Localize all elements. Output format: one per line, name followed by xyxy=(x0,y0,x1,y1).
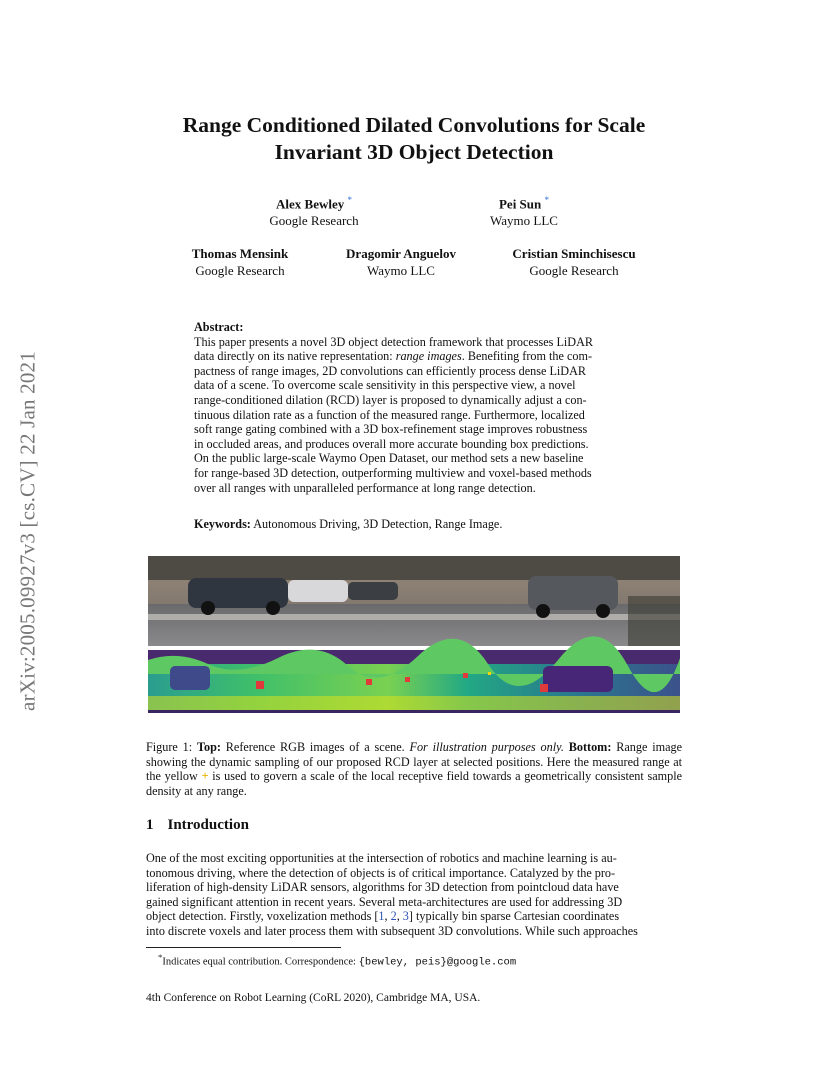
abstract-line: pactness of range images, 2D convolutions can efficiently process dense LiDAR xyxy=(194,363,587,378)
footnote-rule xyxy=(146,947,341,948)
paper-title xyxy=(120,112,708,166)
footnote: *Indicates equal contribution. Correspondence: {bewley, peis}@google.com xyxy=(158,952,517,969)
author-2: Pei Sun * Waymo LLC xyxy=(490,195,558,229)
author-4: Dragomir Anguelov Waymo LLC xyxy=(346,246,456,278)
abstract-line: for range-based 3D detection, outperforming multiview and voxel-based methods xyxy=(194,465,592,480)
correspondence-email: {bewley, peis}@google.com xyxy=(358,956,517,969)
arxiv-identifier: arXiv:2005.09927v3 [cs.CV] 22 Jan 2021 xyxy=(15,351,40,711)
introduction-text: One of the most exciting opportunities at the intersection of robotics and machine learning is au- tonomous driving, where the detection of objects is of critical importance. Catalyzed by the pro- liferation of high-density LiDAR sensors, algorithms for 3D detection from pointcloud data have gained significant attention in recent years. Several meta-architectures are used for addressing 3D object detection. Firstly, voxelization methods [1, 2, 3] typically bin sparse Cartesian coordinates into discrete voxels and later process them with subsequent 3D convolutions. While such approaches xyxy=(146,851,638,938)
abstract-line: tinuous dilation rate as a function of the measured range. Furthermore, localized xyxy=(194,407,585,422)
range-image-panel xyxy=(148,636,680,713)
title-line-2: Invariant 3D Object Detection xyxy=(274,140,554,164)
abstract-line: This paper presents a novel 3D object detection framework that processes LiDAR xyxy=(194,334,594,349)
keywords: Keywords: Autonomous Driving, 3D Detection, Range Image. xyxy=(194,517,503,531)
citation-link[interactable]: 1 xyxy=(378,909,385,924)
abstract-heading: Abstract: xyxy=(194,320,244,334)
abstract-line: over all ranges with unparalleled performance at long range detection. xyxy=(194,480,536,495)
venue-footer: 4th Conference on Robot Learning (CoRL 2020), Cambridge MA, USA. xyxy=(146,992,481,1004)
abstract-line: On the public large-scale Waymo Open Dataset, our method sets a new baseline xyxy=(194,451,584,466)
citation-link[interactable]: 3 xyxy=(402,909,409,924)
author-5: Cristian Sminchisescu Google Research xyxy=(512,246,636,278)
abstract-line: data of a scene. To overcome scale sensitivity in this perspective view, a novel xyxy=(194,378,576,393)
citation-link[interactable]: 2 xyxy=(390,909,397,924)
author-3: Thomas Mensink Google Research xyxy=(191,246,289,278)
abstract-line: soft range gating combined with a 3D box-refinement stage improves robustness xyxy=(194,422,588,437)
author-1: Alex Bewley * Google Research xyxy=(269,195,359,229)
rgb-panel xyxy=(148,556,680,646)
abstract xyxy=(194,320,634,495)
figure-caption: Figure 1: Top: Reference RGB images of a scene. For illustration purposes only. Bottom: Range image showing the dynamic sampling of our proposed RCD layer at selected positions. Here the measured range at the yellow + is used to govern a scale of the local receptive field towards a geometrically consistent sample density at any range. xyxy=(146,740,682,798)
section-heading: 1 Introduction xyxy=(146,817,249,833)
figure-1-image xyxy=(148,556,680,713)
abstract-line: range-conditioned dilation (RCD) layer is proposed to dynamically adjust a con- xyxy=(194,392,587,407)
yellow-plus-marker: + xyxy=(201,769,209,784)
abstract-line: in occluded areas, and produces overall more accurate bounding box predictions. xyxy=(194,436,589,451)
abstract-line: data directly on its native representation: range images. Benefiting from the com- xyxy=(194,349,593,364)
title-line-1: Range Conditioned Dilated Convolutions for Scale xyxy=(182,113,646,137)
